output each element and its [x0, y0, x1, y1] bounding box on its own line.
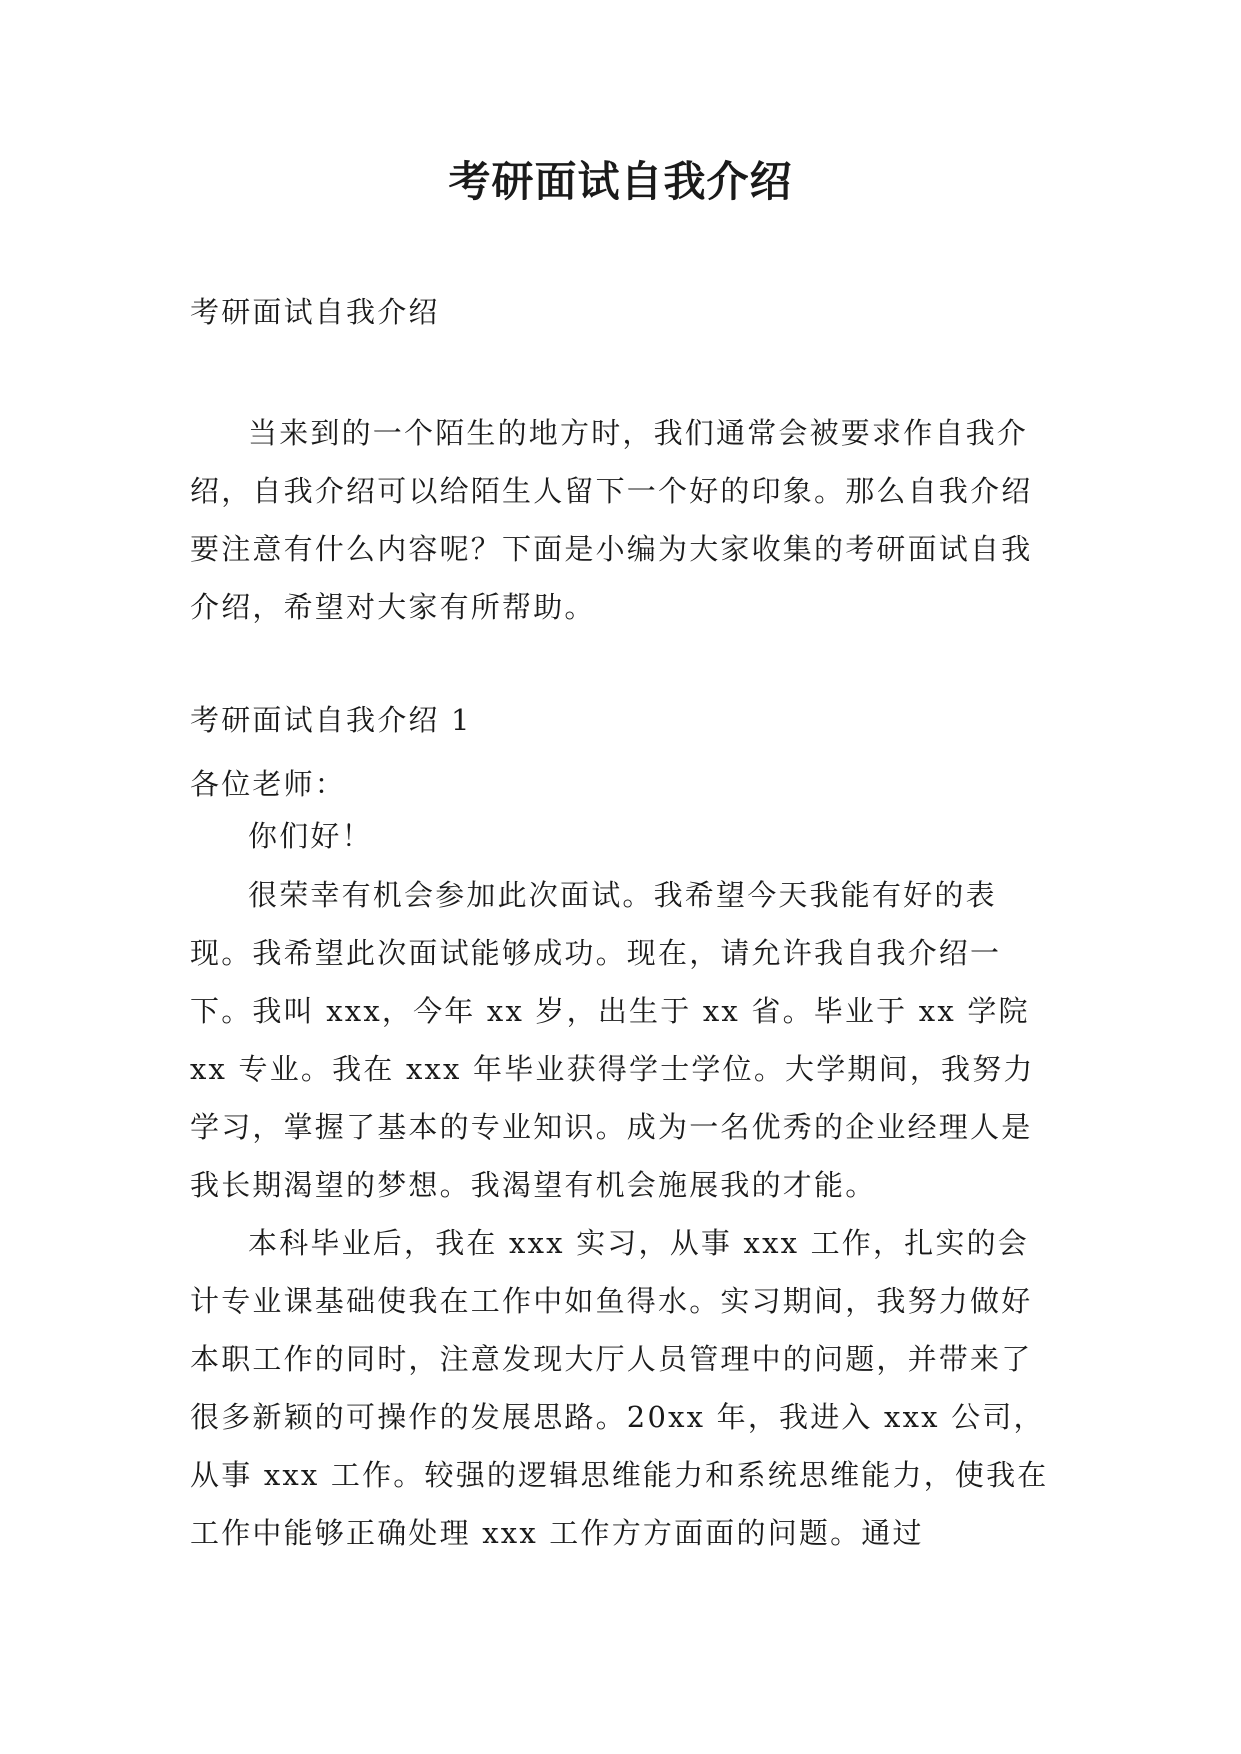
- section-heading: 考研面试自我介绍 1: [190, 703, 472, 737]
- document-subtitle: 考研面试自我介绍: [190, 295, 440, 329]
- document-title: 考研面试自我介绍: [448, 157, 793, 206]
- body-paragraph-2: 本科毕业后，我在 xxx 实习，从事 xxx 工作，扎实的会计专业课基础使我在工作中如鱼得水。实习期间，我努力做好本职工作的同时，注意发现大厅人员管理中的问题，并带来了很多新颖的可操作的发展思路。20xx 年，我进入 xxx 公司，从事 xxx 工作。较强的逻辑思维能力和系统思维能力，使我在工作中能够正确处理 xxx 工作方方面面的问题。通过: [190, 1226, 1049, 1550]
- intro-paragraph: 当来到的一个陌生的地方时，我们通常会被要求作自我介绍，自我介绍可以给陌生人留下一个好的印象。那么自我介绍要注意有什么内容呢？下面是小编为大家收集的考研面试自我介绍，希望对大家有所帮助。: [190, 416, 1033, 624]
- body-paragraph-1: 很荣幸有机会参加此次面试。我希望今天我能有好的表现。我希望此次面试能够成功。现在，请允许我自我介绍一下。我叫 xxx，今年 xx 岁，出生于 xx 省。毕业于 xx 学院 xx 专业。我在 xxx 年毕业获得学士学位。大学期间，我努力学习，掌握了基本的专业知识。成为一名优秀的企业经理人是我长期渴望的梦想。我渴望有机会施展我的才能。: [190, 878, 1035, 1202]
- greeting: 你们好！: [248, 819, 373, 853]
- salutation: 各位老师：: [190, 767, 347, 801]
